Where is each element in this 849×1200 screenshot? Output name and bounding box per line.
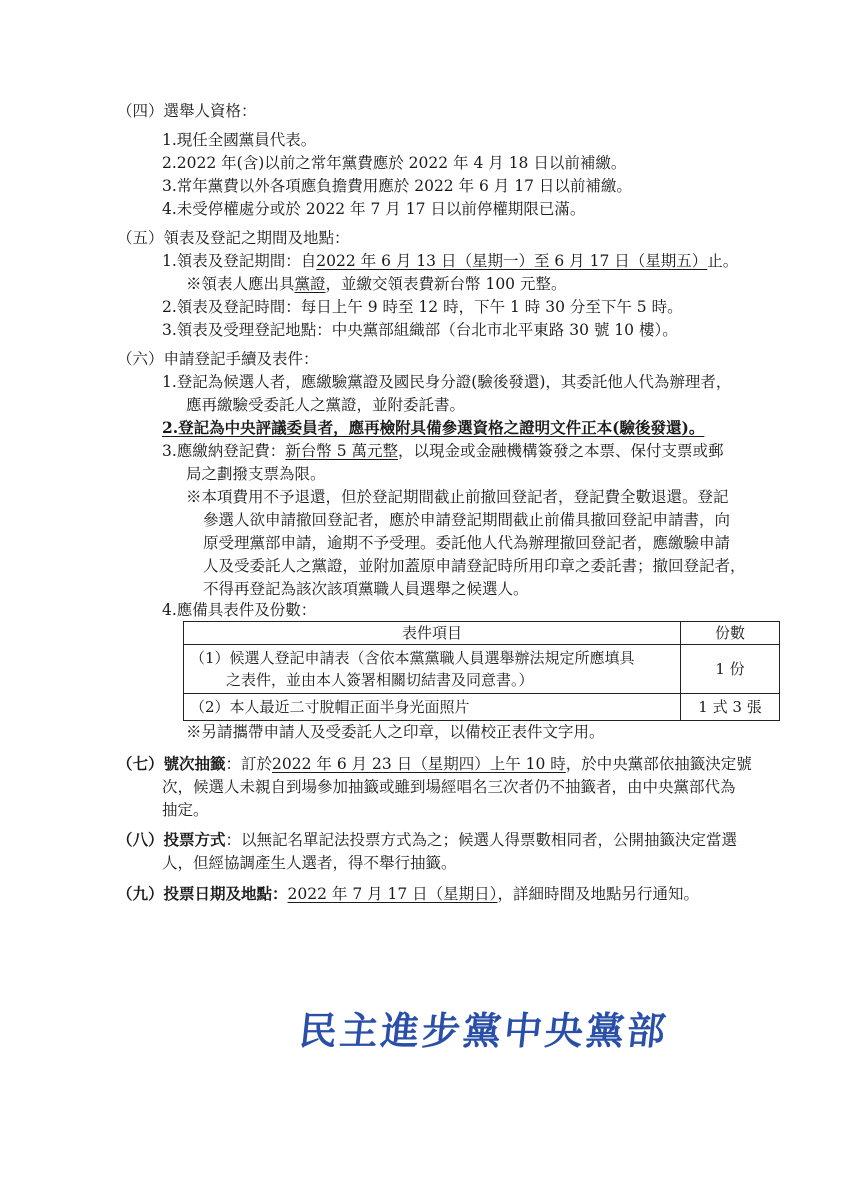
table-row xyxy=(184,645,780,694)
party-card-term: 黨證 xyxy=(294,275,326,293)
section-8-line-2: 人，但經協調產生人選者，得不舉行抽籤。 xyxy=(162,854,457,872)
table-cell-item xyxy=(184,645,681,694)
table-header-row xyxy=(184,622,780,645)
lottery-datetime: 2022 年 6 月 23 日（星期四）上午 10 時 xyxy=(272,755,566,773)
section-5-note-prefix: ※領表人應出具 xyxy=(186,275,295,293)
table-note: ※另請攜帶申請人及受委託人之印章，以備校正表件文字用。 xyxy=(186,723,605,741)
section-7-label: （七）號次抽籤 xyxy=(117,754,226,773)
table-cell-quantity: 1 份 xyxy=(681,645,780,694)
section-4-item-3: 3.常年黨費以外各項應負擔費用應於 2022 年 6 月 17 日以前補繳。 xyxy=(162,177,632,195)
fee-note-line-2: 參選人欲申請撤回登記者，應於申請登記期間截止前備具撤回登記申請書，向 xyxy=(203,511,731,529)
section-7-prefix: ：訂於 xyxy=(225,755,273,773)
table-row xyxy=(184,694,780,721)
section-5-title: （五）領表及登記之期間及地點： xyxy=(117,229,350,247)
section-6-title: （六）申請登記手續及表件： xyxy=(117,350,319,368)
table-cell-item-line-2: 之表件，並由本人簽署相關切結書及同意書。） xyxy=(226,671,534,689)
section-5-item-3: 3.領表及受理登記地點：中央黨部組織部（台北市北平東路 30 號 10 樓）。 xyxy=(162,321,678,339)
table-cell-item: （2）本人最近二寸脫帽正面半身光面照片 xyxy=(184,694,681,721)
section-7-suffix: ，於中央黨部依抽籤決定號 xyxy=(565,755,752,773)
table-header-item: 表件項目 xyxy=(184,622,681,645)
registration-fee: 新台幣 5 萬元整 xyxy=(285,442,399,460)
section-6-item-3-suffix: ，以現金或金融機構簽發之本票、保付支票或郵 xyxy=(398,442,724,460)
section-9-label: （九）投票日期及地點： xyxy=(117,884,288,903)
section-4-item-1: 1.現任全國黨員代表。 xyxy=(162,131,317,149)
fee-note-line-5: 不得再登記為該次該項黨職人員選舉之候選人。 xyxy=(203,580,529,598)
section-6-item-3-prefix: 3.應繳納登記費： xyxy=(162,442,286,460)
organization-signature: 民主進步黨中央黨部 xyxy=(296,1009,671,1053)
table-header-quantity: 份數 xyxy=(681,622,780,645)
section-5-item-1-prefix: 1.領表及登記期間：自 xyxy=(162,252,317,270)
fee-note-line-4: 人及受委託人之黨證，並附加蓋原申請登記時所用印章之委託書；撤回登記者， xyxy=(203,557,746,575)
section-6-item-1-line-1: 1.登記為候選人者，應繳驗黨證及國民身分證(驗後發還)，其委託他人代為辦理者， xyxy=(162,373,732,391)
section-7-line-3: 抽定。 xyxy=(162,801,209,819)
section-6-item-3 xyxy=(162,441,724,461)
registration-period: 2022 年 6 月 13 日（星期一）至 6 月 17 日（星期五） xyxy=(316,252,708,270)
table-cell-quantity: 1 式 3 張 xyxy=(681,694,780,721)
section-5-note-suffix: ，並繳交領表費新台幣 100 元整。 xyxy=(325,275,567,293)
section-5-item-1 xyxy=(162,251,738,271)
section-5-item-1-suffix: 止。 xyxy=(707,252,739,270)
fee-note-line-1: ※本項費用不予退還，但於登記期間截止前撤回登記者，登記費全數退還。登記 xyxy=(186,488,729,506)
section-8-label: （八）投票方式 xyxy=(117,830,226,849)
section-8-line-1 xyxy=(117,830,737,850)
section-5-item-2: 2.領表及登記時間：每日上午 9 時至 12 時，下午 1 時 30 分至下午 5 時。 xyxy=(162,298,683,316)
section-4-title: （四）選舉人資格： xyxy=(117,102,257,120)
voting-date: 2022 年 7 月 17 日（星期日） xyxy=(287,885,498,903)
section-7-line-1 xyxy=(117,754,752,774)
section-9-suffix: ，詳細時間及地點另行通知。 xyxy=(497,885,699,903)
required-forms-table xyxy=(183,621,780,721)
section-8-line-1-rest: ：以無記名單記法投票方式為之；候選人得票數相同者，公開抽籤決定當選 xyxy=(225,831,738,849)
section-4-item-2: 2.2022 年(含)以前之常年黨費應於 2022 年 4 月 18 日以前補繳。 xyxy=(162,154,627,172)
section-6-item-3-line-2: 局之劃撥支票為限。 xyxy=(186,465,326,483)
section-6-item-1-line-2: 應再繳驗受委託人之黨證，並附委託書。 xyxy=(186,396,466,414)
section-6-item-2: 2.登記為中央評議委員者，應再檢附具備參選資格之證明文件正本(驗後發還)。 xyxy=(162,418,705,437)
section-7-line-2: 次，候選人未親自到場參加抽籤或雖到場經唱名三次者仍不抽籤者，由中央黨部代為 xyxy=(162,778,736,796)
fee-note-line-3: 原受理黨部申請，逾期不予受理。委託他人代為辦理撤回登記者，應繳驗申請 xyxy=(203,534,731,552)
section-4-item-4: 4.未受停權處分或於 2022 年 7 月 17 日以前停權期限已滿。 xyxy=(162,200,586,218)
section-5-note xyxy=(186,274,566,294)
table-cell-item-line-1: （1）候選人登記申請表（含依本黨黨職人員選舉辦法規定所應填具 xyxy=(190,649,635,667)
section-6-item-4-title: 4.應備具表件及份數： xyxy=(162,601,317,619)
section-9-line xyxy=(117,884,699,904)
